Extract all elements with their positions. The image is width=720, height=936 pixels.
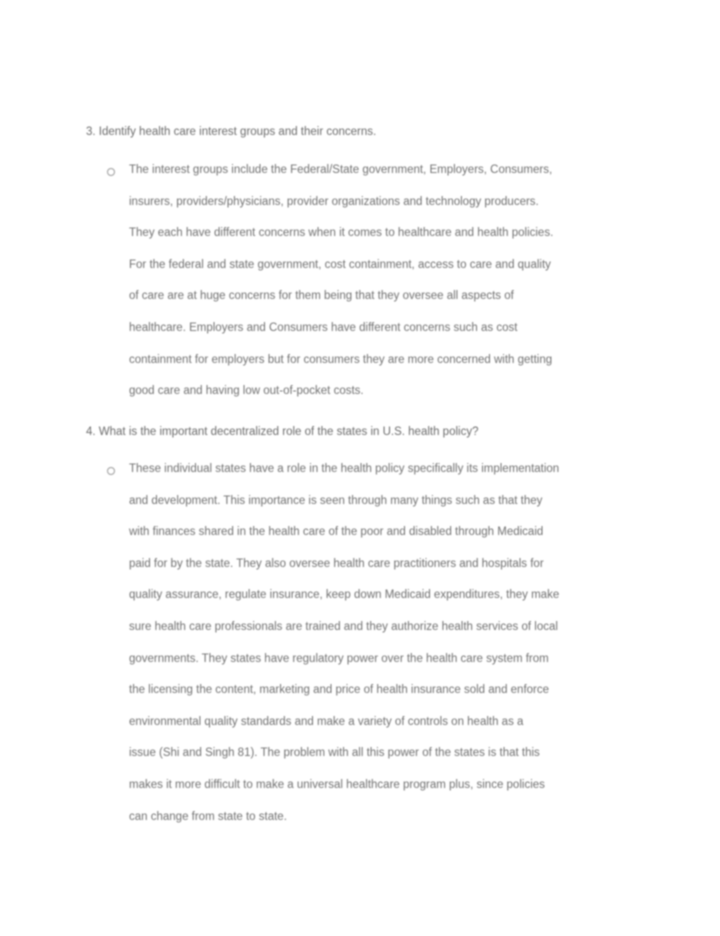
answer-line: containment for employers but for consumers they are more concerned with getting [129, 353, 553, 366]
answer-line: paid for by the state. They also oversee health care practitioners and hospitals for [129, 557, 544, 570]
answer-3-paragraph [129, 162, 634, 415]
answer-line: governments. They states have regulatory power over the health care system from [129, 652, 549, 665]
answer-line: issue (Shi and Singh 81). The problem with all this power of the states is that this [129, 747, 540, 760]
answer-line: For the federal and state government, cost containment, access to care and quality [129, 258, 551, 271]
answer-line: healthcare. Employers and Consumers have different concerns such as cost [129, 321, 518, 334]
answer-line: of care are at huge concerns for them being that they oversee all aspects of [129, 290, 514, 303]
answer-4-paragraph [129, 461, 634, 840]
answer-line: good care and having low out-of-pocket costs. [129, 385, 364, 398]
answer-line: environmental quality standards and make a variety of controls on health as a [129, 715, 524, 728]
answer-line: They each have different concerns when it comes to healthcare and health policies. [129, 227, 554, 240]
answer-line: the licensing the content, marketing and price of health insurance sold and enforce [129, 684, 550, 697]
answer-line: sure health care professionals are trained and they authorize health services of local [129, 620, 558, 633]
question-3-heading: 3. Identify health care interest groups and their concerns. [86, 126, 377, 138]
question-4-heading: 4. What is the important decentralized role of the states in U.S. health policy? [86, 426, 479, 438]
answer-line: insurers, providers/physicians, provider organizations and technology producers. [129, 195, 539, 208]
answer-line: quality assurance, regulate insurance, keep down Medicaid expenditures, they make [129, 589, 560, 602]
answer-line: The interest groups include the Federal/State government, Employers, Consumers, [129, 164, 553, 176]
answer-line: and development. This importance is seen through many things such as that they [129, 494, 543, 507]
answer-line: with finances shared in the health care of the poor and disabled through Medicaid [129, 526, 544, 539]
answer-line: can change from state to state. [129, 810, 287, 823]
bullet-icon [107, 467, 115, 475]
bullet-icon [107, 168, 115, 176]
answer-line: These individual states have a role in the health policy specifically its implementation [129, 463, 560, 475]
answer-line: makes it more difficult to make a universal healthcare program plus, since policies [129, 778, 545, 791]
